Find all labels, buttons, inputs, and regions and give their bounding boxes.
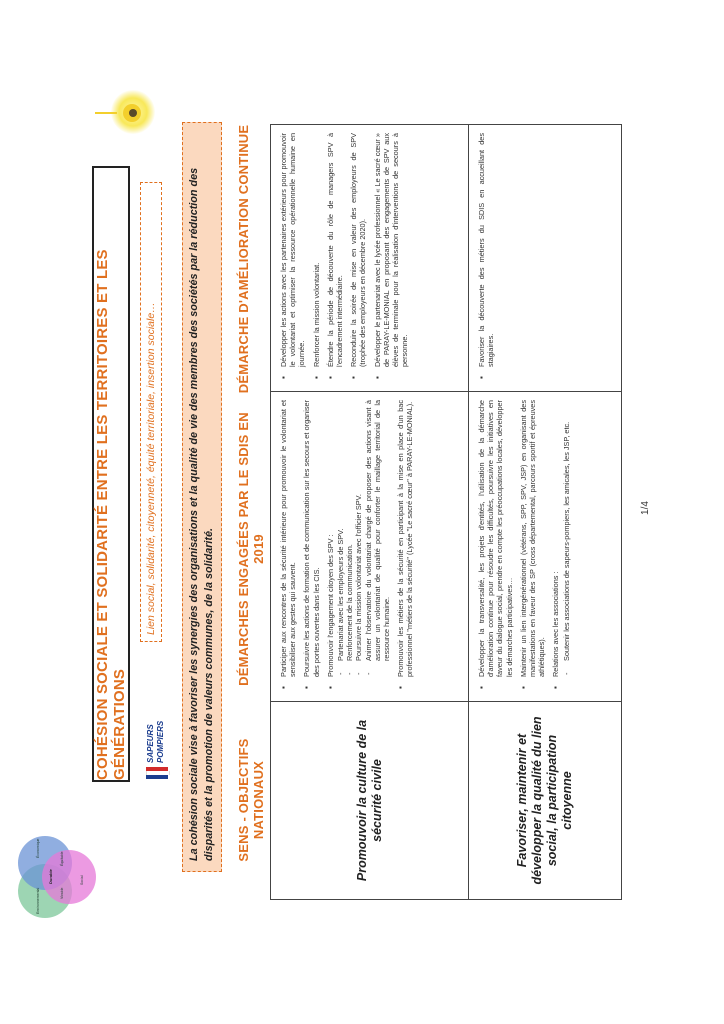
list-item: ▪ Maintenir un lien intergénérationnel (vétérans, SPP, SPV, JSP) en organisant des manifestations en faveur des SP (cross départemental, parcours sportif et épreuves athlétiques).	[519, 400, 547, 677]
sun-icon	[95, 82, 165, 144]
sub-list	[562, 400, 571, 677]
title-box	[92, 166, 130, 782]
sapeurs-pompiers-logo	[140, 691, 176, 779]
improvement-list	[477, 133, 495, 381]
list-item	[326, 400, 391, 677]
venn-label: Environnemental	[36, 887, 40, 914]
objectives-table	[270, 124, 622, 900]
list-item: ▪ Développer le partenariat avec le lycée professionnel « Le sacré cœur » de PARAY-LE-MONIAL en proposant des engagements de SPV aux élèves de terminale pour la réalisation d'interventions de secours à personne.	[373, 133, 410, 367]
improvement-list	[279, 133, 409, 381]
intro-text: La cohésion sociale vise à favoriser les synergies des organisations et la qualité de vie des membres des sociétés par la réduction des disparités et la promotion de valeurs communes, de la solidarité.	[188, 167, 215, 861]
list-item-text: Relations avec les associations :	[551, 571, 561, 677]
page-number: 1/4	[640, 501, 651, 515]
actions-list	[279, 400, 415, 691]
sub-list-item: - Soutenir les associations de sapeurs-pompiers, les amicales, les JSP, etc.	[562, 400, 571, 661]
subtitle: Lien social, solidarité, citoyenneté, équité territoriale, insertion sociale…	[145, 302, 157, 635]
sp-logo-line-2: POMPIERS	[156, 720, 165, 763]
sp-logo-text	[146, 721, 166, 763]
venn-label: Social	[80, 875, 84, 885]
list-item: ▪ Poursuivre les actions de formation et de communication sur les secours et organiser des portes ouvertes dans les CIS.	[302, 400, 320, 677]
sub-list-item: - Partenariat avec les employeurs de SPV.	[336, 400, 345, 661]
venn-label: Économique	[36, 838, 40, 858]
intro-banner	[182, 122, 222, 872]
sp-logo-line-1: SAPEURS	[146, 724, 155, 763]
column-header-actions: DÉMARCHES ENGAGÉES PAR LE SDIS EN 2019	[236, 412, 266, 686]
venn-label: Vivable	[60, 887, 64, 899]
list-item: ▪ Favoriser la découverte des métiers du SDIS en accueillant des stagiaires.	[477, 133, 495, 367]
objective-cell	[469, 701, 621, 899]
list-item: ▪ Développer les actions avec les partenaires extérieurs pour promouvoir le volontariat et optimiser la ressource opérationnelle humaine en journée.	[279, 133, 307, 367]
column-header-improvement: DÉMARCHE D'AMÉLIORATION CONTINUE	[236, 124, 251, 394]
actions-cell	[271, 391, 468, 701]
objective-text: Favoriser, maintenir et développer la qualité du lien social, la participation citoyenne	[515, 716, 574, 885]
list-item: ▪ Reconduire la soirée de mise en valeur des employeurs de SPV (trophée des employeurs en décembre 2020).	[349, 133, 367, 367]
list-item: ▪ Promouvoir les métiers de la sécurité en participant à la mise en place d'un bac professionnel "métiers de la sécurité" (Lycée "Le sacré cœur" à PARAY-LE-MONIAL).	[396, 400, 414, 677]
page-title: COHÉSION SOCIALE ET SOLIDARITÉ ENTRE LES TERRITOIRES ET LES GÉNÉRATIONS	[94, 249, 128, 780]
improvement-cell	[271, 125, 468, 391]
sub-list	[336, 400, 391, 677]
objective-cell	[271, 701, 468, 899]
sub-list-item: - Poursuivre la mission volontariat avec l'officier SPV.	[354, 400, 363, 661]
table-row	[469, 125, 621, 899]
list-item: ▪ Développer la transversalité, les projets d'entités, l'utilisation de la démarche d'amélioration continue pour résoudre les difficultés, poursuivre les initiatives en faveur du dialogue social, prendre en compte les préoccupations locales, développer les démarches participatives…	[477, 400, 514, 677]
improvement-cell	[469, 125, 621, 391]
sub-list-item: - Animer l'observatoire du volontariat chargé de proposer des actions visant à assurer un volontariat de qualité pour conforter le maillage territorial de la ressource humaine.	[364, 400, 392, 661]
list-item: ▪ Renforcer la mission volontariat.	[312, 133, 321, 367]
objective-text: Promouvoir la culture de la sécurité civile	[354, 719, 384, 882]
list-item: ▪ Étendre la période de découverte du rôle de managers SPV à l'encadrement intermédiaire.	[326, 133, 344, 367]
flag-icon	[146, 767, 168, 779]
actions-cell	[469, 391, 621, 701]
list-item-text: Promouvoir l'engagement citoyen des SPV :	[325, 534, 335, 677]
subtitle-box	[140, 182, 162, 642]
table-row	[271, 125, 469, 899]
column-header-objectives: SENS - OBJECTIFS NATIONAUX	[236, 738, 266, 862]
sustainability-venn-logo	[12, 832, 96, 924]
actions-list	[477, 400, 571, 691]
venn-center-label: Durable	[48, 869, 53, 884]
sub-list-item: - Renforcement de la communication.	[345, 400, 354, 661]
list-item	[551, 400, 570, 677]
list-item: ▪ Participer aux rencontres de la sécurité intérieure pour promouvoir le volontariat et sensibiliser aux gestes qui sauvent.	[279, 400, 297, 677]
venn-label: Équitable	[60, 851, 64, 866]
